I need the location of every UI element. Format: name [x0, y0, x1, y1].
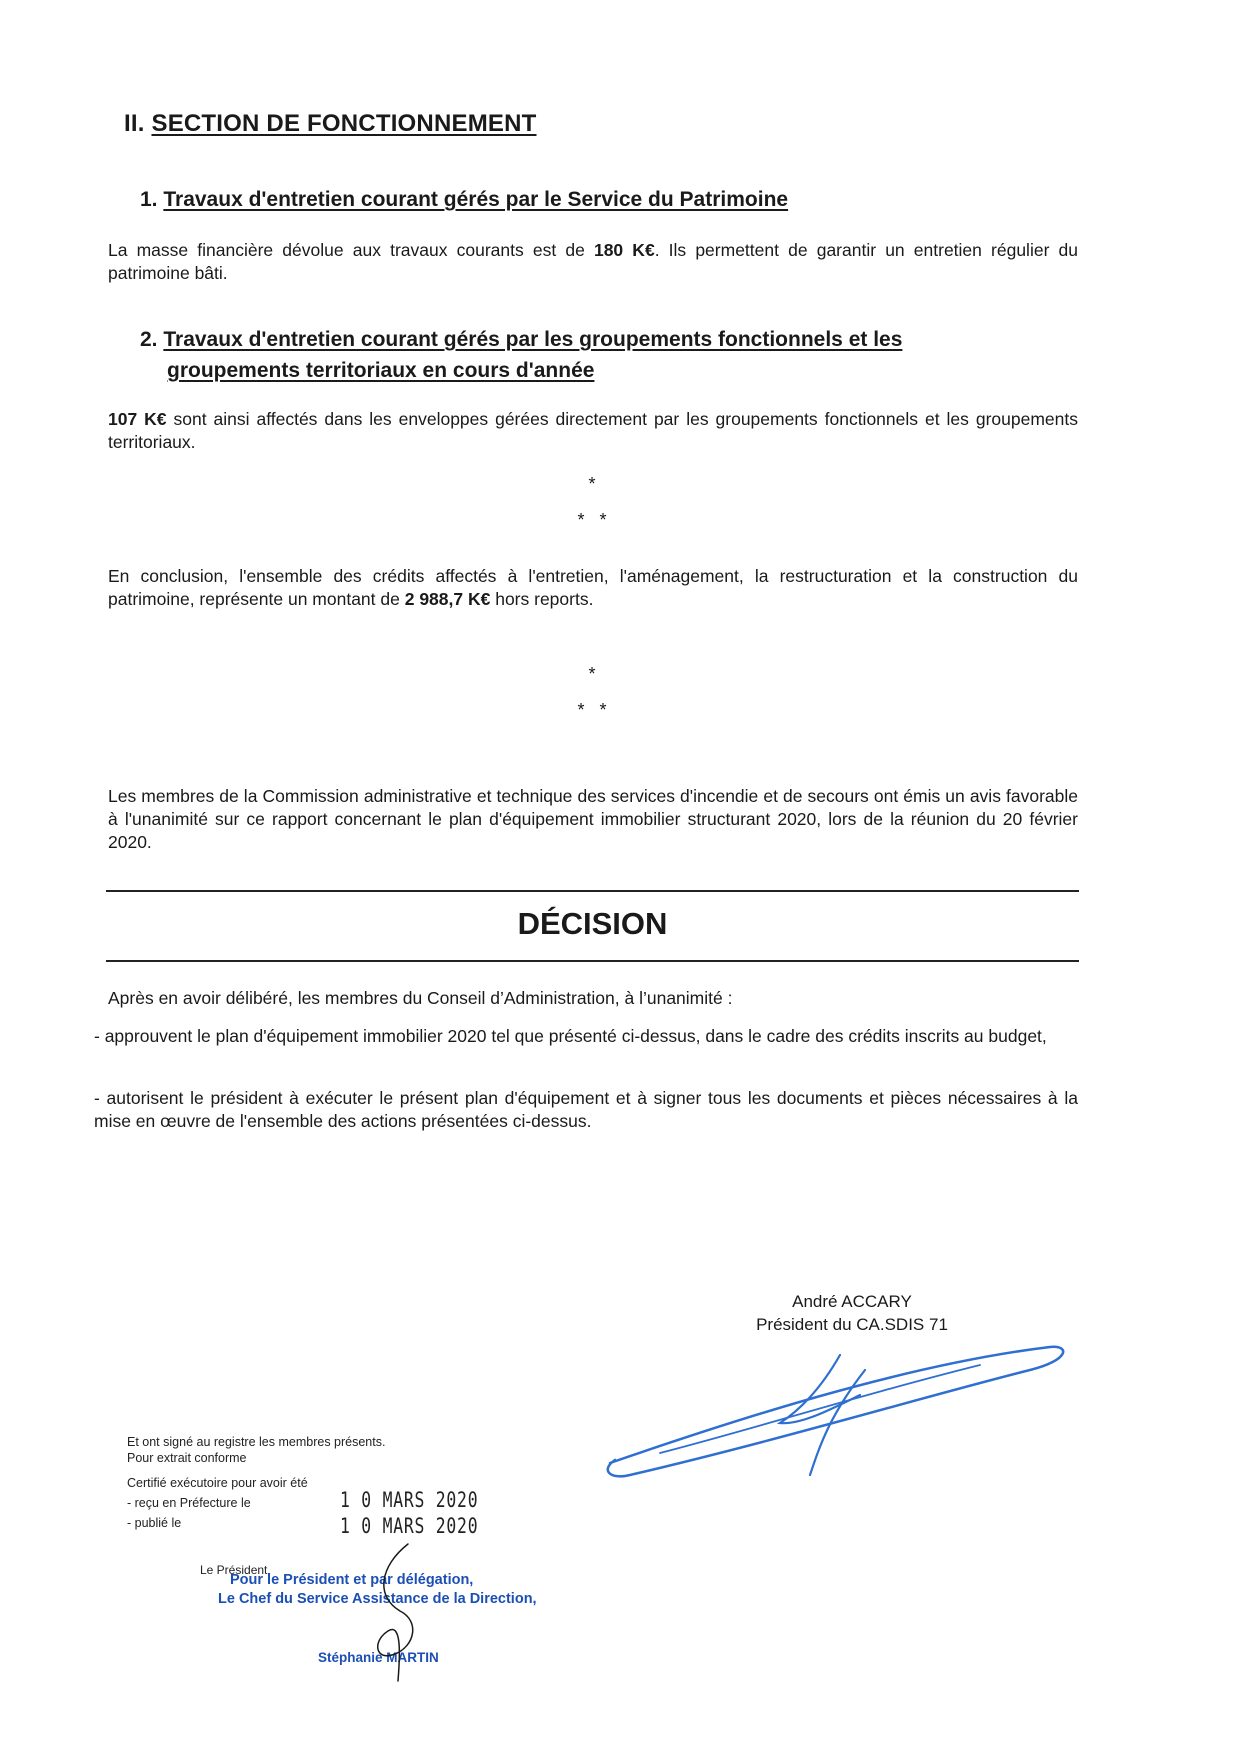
subsection-1-number: 1. — [140, 188, 158, 211]
subsection-2-number: 2. — [140, 328, 158, 351]
delegate-signature — [360, 1536, 430, 1686]
conclusion-paragraph: En conclusion, l'ensemble des crédits affectés à l'entretien, l'aménagement, la restructuration et la construction du patrimoine, représente un montant de 2 988,7 K€ hors reports. — [108, 566, 1078, 609]
separator-stars-bottom: * * — [577, 510, 607, 530]
separator-star-top: * — [588, 474, 596, 494]
subsection-2-paragraph: 107 K€ sont ainsi affectés dans les enveloppes gérées directement par les groupements fonctionnels et les groupements territoriaux. — [108, 409, 1078, 452]
subsection-1-title — [140, 188, 788, 212]
cert-line-2: Pour extrait conforme — [127, 1451, 247, 1465]
separator-star-top-2: * — [588, 664, 596, 684]
signatory-name: André ACCARY — [792, 1292, 912, 1311]
delegation-stamp-name: Stéphanie MARTIN — [318, 1650, 439, 1665]
subsection-2-title-line2: groupements territoriaux en cours d'année — [167, 359, 595, 382]
subsection-2-title-line1: Travaux d'entretien courant gérés par les groupements fonctionnels et les — [163, 328, 903, 351]
published-date-stamp: 1 0 MARS 2020 — [340, 1514, 479, 1538]
decision-intro: Après en avoir délibéré, les membres du Conseil d’Administration, à l’unanimité : — [108, 988, 733, 1008]
signatory-role: Président du CA.SDIS 71 — [756, 1315, 948, 1334]
decision-rule-bottom — [106, 960, 1079, 962]
signatory-block — [722, 1290, 982, 1336]
delegation-stamp-line-2: Le Chef du Service Assistance de la Direction, — [218, 1591, 537, 1607]
conclusion-amount: 2 988,7 K€ — [404, 589, 491, 609]
cert-line-1: Et ont signé au registre les membres présents. — [127, 1435, 386, 1449]
subsection-1-amount: 180 K€ — [593, 240, 655, 260]
president-signature — [600, 1335, 1070, 1485]
cert-published-label: - publié le — [127, 1516, 182, 1530]
delegation-stamp-line-1: Pour le Président et par délégation, — [230, 1572, 474, 1588]
president-label: Le Président — [200, 1563, 268, 1577]
commission-paragraph: Les membres de la Commission administrative et technique des services d'incendie et de secours ont émis un avis favorable à l'unanimité sur ce rapport concernant le plan d'équipement immobilier structurant 2020, lors de la réunion du 20 février 2020. — [108, 786, 1078, 852]
section-number: II. — [124, 110, 145, 137]
section-title-text: SECTION DE FONCTIONNEMENT — [151, 110, 537, 137]
subsection-2-title — [140, 324, 902, 386]
subsection-2-amount: 107 K€ — [108, 409, 167, 429]
subsection-1-title-text: Travaux d'entretien courant gérés par le Service du Patrimoine — [163, 188, 789, 211]
received-date-stamp: 1 0 MARS 2020 — [340, 1488, 479, 1512]
cert-line-3: Certifié exécutoire pour avoir été — [127, 1476, 308, 1490]
section-title — [124, 110, 537, 138]
decision-item-2: - autorisent le président à exécuter le présent plan d'équipement et à signer tous les documents et pièces nécessaires à la mise en œuvre de l'ensemble des actions présentées ci-dessus. — [94, 1088, 1078, 1131]
decision-heading: DÉCISION — [517, 906, 668, 941]
cert-received-label: - reçu en Préfecture le — [127, 1496, 251, 1510]
decision-rule-top — [106, 890, 1079, 892]
separator-stars-bottom-2: * * — [577, 700, 607, 720]
subsection-1-paragraph: La masse financière dévolue aux travaux courants est de 180 K€. Ils permettent de garantir un entretien régulier du patrimoine bâti. — [108, 240, 1078, 283]
decision-item-1: - approuvent le plan d'équipement immobilier 2020 tel que présenté ci-dessus, dans le cadre des crédits inscrits au budget, — [94, 1026, 1047, 1046]
